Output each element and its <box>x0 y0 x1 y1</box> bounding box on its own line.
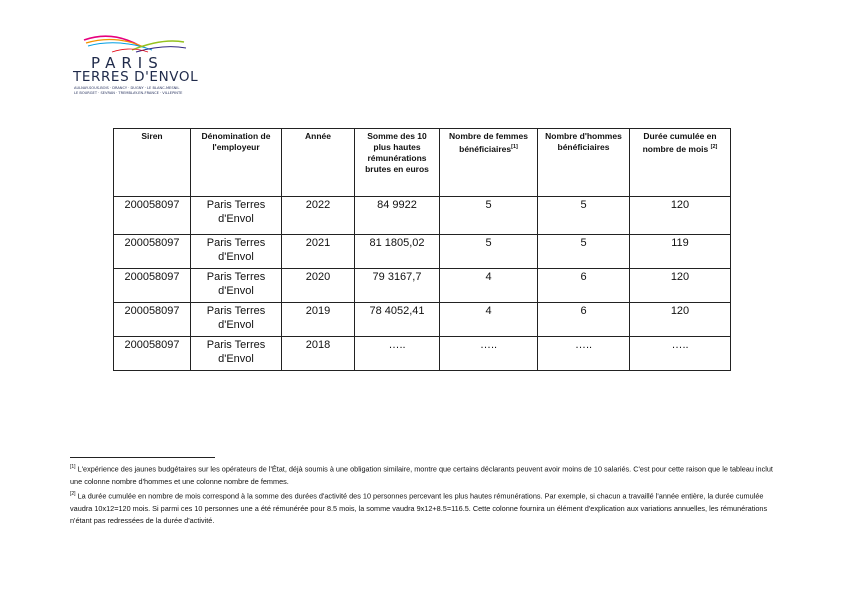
footnote-2-mark: [2] <box>70 491 76 498</box>
cell-denomination: Paris Terres d'Envol <box>191 197 282 235</box>
cell-somme: 81 1805,02 <box>355 235 440 269</box>
cell-siren: 200058097 <box>114 235 191 269</box>
cell-femmes: 4 <box>440 303 538 337</box>
header-duree-cumulee: Durée cumulée en nombre de mois [2] <box>630 129 731 197</box>
table-header-row <box>114 129 731 197</box>
footnote-1 <box>70 461 775 488</box>
cell-femmes: 4 <box>440 269 538 303</box>
cell-annee: 2018 <box>282 337 355 371</box>
table-row <box>114 235 731 269</box>
header-somme-remunerations: Somme des 10 plus hautes rémunérations brutes en euros <box>355 129 440 197</box>
cell-hommes: 6 <box>538 269 630 303</box>
cell-somme: 84 9922 <box>355 197 440 235</box>
logo-title-paris: PARIS <box>91 54 164 72</box>
cell-hommes: ….. <box>538 337 630 371</box>
footnote-separator <box>70 457 215 458</box>
paris-terres-denvol-logo <box>72 32 199 100</box>
cell-femmes: ….. <box>440 337 538 371</box>
footnote-1-text: L'expérience des jaunes budgétaires sur les opérateurs de l'État, déjà soumis à une obligation similaire, montre que certains déclarants peuvent avoir moins de 10 salariés. C'est pour cette raison que le tableau inclut une colonne nombre d'hommes et une colonne nombre de femmes. <box>70 464 773 486</box>
cell-denomination: Paris Terres d'Envol <box>191 269 282 303</box>
footnotes <box>70 461 775 527</box>
footnote-2-text: La durée cumulée en nombre de mois correspond à la somme des durées d'activité des 10 personnes percevant les plus hautes rémunérations. Par exemple, si chacun a travaillé l'année entière, la durée cumulée vaudra 10x12=120 mois. Si parmi ces 10 personnes une a été rémunérée pour 8.5 mois, la somme vaudra 9x12+8.5=116.5. Cette colonne fournira un élément d'explication aux variations annuelles, les rémunérations n'étant pas redressées de la durée d'activité. <box>70 491 768 526</box>
logo-title-terres-denvol: TERRES D'ENVOL <box>73 69 199 85</box>
cell-somme: ….. <box>355 337 440 371</box>
cell-siren: 200058097 <box>114 337 191 371</box>
cell-denomination: Paris Terres d'Envol <box>191 235 282 269</box>
cell-siren: 200058097 <box>114 303 191 337</box>
table-row <box>114 197 731 235</box>
table-row <box>114 269 731 303</box>
logo-subtitle-line-2: LE BOURGET · SEVRAN · TREMBLAY-EN-FRANCE · VILLEPINTE <box>74 91 183 95</box>
header-annee: Année <box>282 129 355 197</box>
table-row <box>114 337 731 371</box>
cell-femmes: 5 <box>440 235 538 269</box>
cell-hommes: 5 <box>538 235 630 269</box>
remuneration-table <box>113 128 731 371</box>
footnote-ref-1[interactable]: [1] <box>511 144 518 150</box>
cell-siren: 200058097 <box>114 269 191 303</box>
footnote-1-mark: [1] <box>70 464 76 470</box>
header-denomination: Dénomination de l'employeur <box>191 129 282 197</box>
cell-hommes: 6 <box>538 303 630 337</box>
cell-annee: 2021 <box>282 235 355 269</box>
footnote-2 <box>70 488 775 527</box>
cell-somme: 79 3167,7 <box>355 269 440 303</box>
cell-annee: 2022 <box>282 197 355 235</box>
cell-hommes: 5 <box>538 197 630 235</box>
cell-duree: ….. <box>630 337 731 371</box>
cell-siren: 200058097 <box>114 197 191 235</box>
cell-annee: 2020 <box>282 269 355 303</box>
footnote-ref-2[interactable]: [2] <box>710 144 718 150</box>
table-row <box>114 303 731 337</box>
cell-femmes: 5 <box>440 197 538 235</box>
cell-denomination: Paris Terres d'Envol <box>191 303 282 337</box>
cell-duree: 120 <box>630 269 731 303</box>
cell-duree: 120 <box>630 197 731 235</box>
cell-somme: 78 4052,41 <box>355 303 440 337</box>
header-nombre-femmes: Nombre de femmes bénéficiaires[1] <box>440 129 538 197</box>
cell-duree: 120 <box>630 303 731 337</box>
cell-duree: 119 <box>630 235 731 269</box>
header-siren: Siren <box>114 129 191 197</box>
logo-subtitle-line-1: AULNAY-SOUS-BOIS · DRANCY · DUGNY · LE BLANC-MESNIL <box>74 86 180 90</box>
cell-annee: 2019 <box>282 303 355 337</box>
header-nombre-hommes: Nombre d'hommes bénéficiaires <box>538 129 630 197</box>
cell-denomination: Paris Terres d'Envol <box>191 337 282 371</box>
